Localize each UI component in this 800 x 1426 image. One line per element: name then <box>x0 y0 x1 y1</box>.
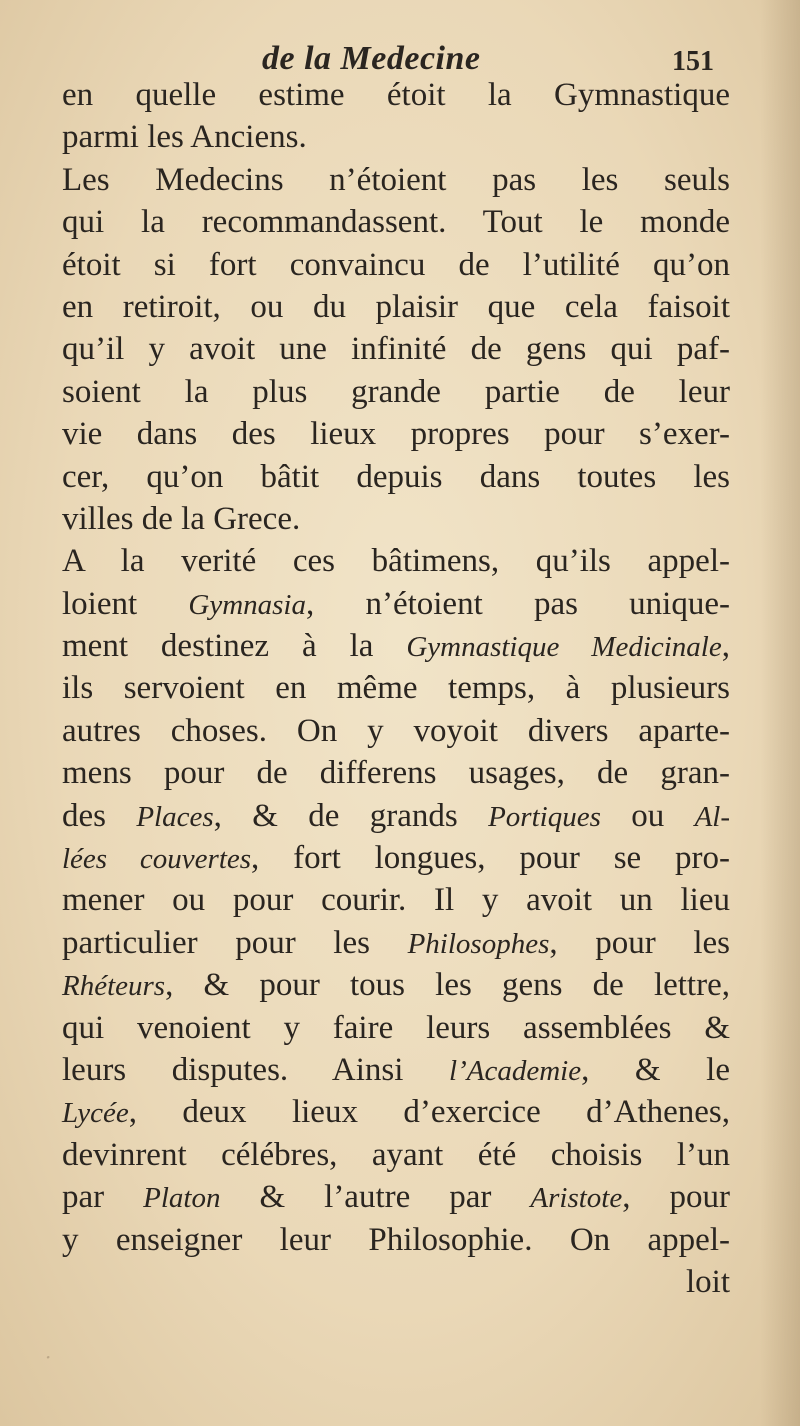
text-run: vie dans des lieux propres pour s’exer- <box>62 416 730 453</box>
italic-term: Platon <box>143 1182 221 1215</box>
text-line <box>62 159 730 201</box>
text-run: mener ou pour courir. Il y avoit un lieu <box>62 882 730 919</box>
text-line <box>62 244 730 286</box>
text-run: y enseigner leur Philosophie. On appel- <box>62 1221 730 1258</box>
text-line <box>62 1091 730 1133</box>
ink-bleed-mark: · <box>45 1345 52 1369</box>
text-run: , & pour tous les gens de lettre, <box>165 967 730 1004</box>
text-run: par <box>62 1179 144 1216</box>
text-run: & l’autre par <box>220 1179 531 1216</box>
text-run: étoit si fort convaincu de l’utilité qu’on <box>62 246 730 283</box>
text-run: , pour <box>622 1179 730 1216</box>
text-run: devinrent célébres, ayant été choisis l’un <box>62 1136 730 1173</box>
text-line <box>62 1261 730 1303</box>
text-line <box>62 413 730 455</box>
text-line <box>62 1219 730 1261</box>
text-run: ou <box>600 797 695 834</box>
running-title: de la Medecine <box>262 40 481 77</box>
italic-term: l’Academie <box>449 1054 582 1087</box>
text-run: , fort longues, pour se pro- <box>251 840 731 877</box>
italic-term: Portiques <box>488 800 601 833</box>
text-run: qu’il y avoit une infinité de gens qui paf- <box>62 331 730 368</box>
italic-term: Gymnasia <box>188 588 306 621</box>
text-run: villes de la Grece. <box>62 500 301 537</box>
text-line <box>62 328 730 370</box>
text-run: qui la recommandassent. Tout le monde <box>62 204 730 241</box>
text-line <box>62 74 730 116</box>
text-run: en retiroit, ou du plaisir que cela faisoit <box>62 288 730 325</box>
italic-term: Al- <box>694 800 731 833</box>
text-run: mens pour de differens usages, de gran- <box>62 755 730 792</box>
text-run: ils servoient en même temps, à plusieurs <box>62 670 730 707</box>
text-line <box>62 201 730 243</box>
italic-term: lées couvertes <box>62 843 252 876</box>
text-run: A la verité ces bâtimens, qu’ils appel- <box>62 543 730 580</box>
italic-term: Places <box>136 800 214 833</box>
text-run: , <box>721 628 730 665</box>
text-run: qui venoient y faire leurs assemblées & <box>62 1009 730 1046</box>
text-run: parmi les Anciens. <box>62 119 307 156</box>
text-run: , deux lieux d’exercice d’Athenes, <box>128 1094 730 1131</box>
text-line <box>62 456 730 498</box>
italic-term: Philosophes <box>407 927 550 960</box>
text-run: soient la plus grande partie de leur <box>62 373 730 410</box>
text-line <box>62 837 730 879</box>
italic-term: Aristote <box>530 1182 623 1215</box>
italic-term: Rhéteurs <box>62 970 166 1003</box>
text-run: en quelle estime étoit la Gymnastique <box>62 77 730 113</box>
text-line <box>62 625 730 667</box>
text-run: , & le <box>581 1051 730 1088</box>
text-line <box>62 1176 730 1218</box>
text-run: , n’étoient pas unique- <box>305 585 730 622</box>
text-run: loit <box>685 1263 730 1300</box>
text-run: , & de grands <box>213 797 489 834</box>
text-run: des <box>62 797 137 834</box>
text-line <box>62 116 730 158</box>
text-line <box>62 1049 730 1091</box>
text-run: particulier pour les <box>62 924 408 961</box>
text-line <box>62 879 730 921</box>
text-line <box>62 498 730 540</box>
italic-term: Gymnastique Medicinale <box>406 631 722 664</box>
text-line <box>62 795 730 837</box>
text-line <box>62 752 730 794</box>
text-line <box>62 371 730 413</box>
page-number: 151 <box>672 46 714 77</box>
text-run: ment destinez à la <box>62 628 407 665</box>
text-line <box>62 667 730 709</box>
text-line <box>62 922 730 964</box>
text-line <box>62 286 730 328</box>
text-run: cer, qu’on bâtit depuis dans toutes les <box>62 458 730 495</box>
text-line <box>62 540 730 582</box>
text-run: loient <box>62 585 189 622</box>
text-run: leurs disputes. Ainsi <box>62 1051 450 1088</box>
text-run: Les Medecins n’étoient pas les seuls <box>62 161 730 198</box>
text-run: , pour les <box>549 924 730 961</box>
text-line <box>62 964 730 1006</box>
body-text <box>62 74 730 1303</box>
text-line <box>62 1134 730 1176</box>
text-run: autres choses. On y voyoit divers aparte- <box>62 712 730 749</box>
italic-term: Lycée <box>62 1097 129 1130</box>
text-line <box>62 710 730 752</box>
text-line <box>62 583 730 625</box>
text-line <box>62 1007 730 1049</box>
